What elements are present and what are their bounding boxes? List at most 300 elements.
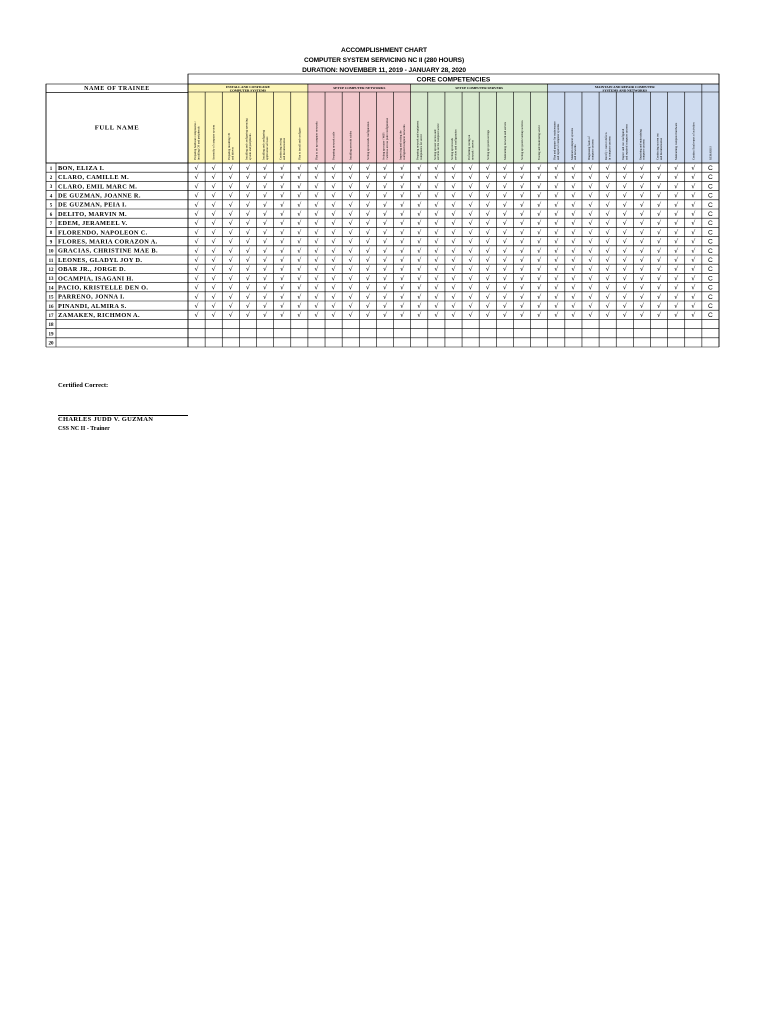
check-mark: √: [434, 228, 439, 237]
check-mark: √: [639, 164, 644, 172]
check-mark: √: [297, 311, 302, 320]
check-mark: √: [280, 292, 285, 301]
check-mark: √: [365, 302, 370, 310]
check-mark: √: [434, 283, 439, 292]
competency-column-header: Diagnosing faults ofcomputer systems: [586, 136, 595, 160]
check-mark: √: [314, 256, 319, 264]
check-mark: √: [297, 219, 302, 228]
check-mark: √: [228, 283, 233, 292]
check-mark: √: [194, 265, 199, 274]
check-mark: √: [382, 265, 388, 274]
check-mark: √: [245, 228, 250, 237]
check-mark: √: [502, 182, 507, 191]
check-mark: √: [400, 256, 405, 264]
core-competencies-label: CORE COMPETENCIES: [416, 76, 491, 84]
trainee-number: 16: [48, 304, 54, 310]
check-mark: √: [605, 283, 610, 292]
check-mark: √: [263, 182, 268, 191]
check-mark: √: [417, 182, 422, 191]
check-mark: √: [314, 246, 319, 255]
remark-mark: C: [708, 183, 713, 191]
check-mark: √: [228, 182, 233, 191]
check-mark: √: [382, 292, 388, 301]
check-mark: √: [691, 200, 696, 209]
check-mark: √: [691, 292, 696, 301]
check-mark: √: [571, 200, 576, 209]
check-mark: √: [691, 283, 696, 292]
check-mark: √: [451, 311, 456, 320]
competency-column-header: Preparing hardware components /installing OS and peripherals: [192, 121, 201, 160]
remark-mark: C: [708, 174, 713, 182]
check-mark: √: [280, 164, 285, 172]
check-mark: √: [280, 237, 285, 246]
check-mark: √: [622, 283, 627, 292]
check-mark: √: [571, 283, 576, 292]
check-mark: √: [382, 311, 388, 320]
check-mark: √: [280, 200, 285, 209]
check-mark: √: [502, 265, 507, 274]
check-mark: √: [211, 302, 216, 310]
check-mark: √: [263, 219, 268, 228]
check-mark: √: [400, 283, 405, 292]
check-mark: √: [331, 292, 336, 301]
check-mark: √: [348, 283, 353, 292]
check-mark: √: [365, 265, 370, 274]
remark-mark: C: [708, 247, 713, 255]
trainee-number: 12: [48, 268, 54, 273]
trainee-name: CLARO, EMIL MARC M.: [58, 183, 138, 191]
remark-mark: C: [708, 275, 713, 283]
check-mark: √: [554, 256, 559, 264]
check-mark: √: [588, 256, 593, 264]
check-mark: √: [417, 283, 422, 292]
check-mark: √: [331, 265, 336, 274]
competency-group-title: COMPUTER SYSTEMS: [229, 88, 267, 93]
competency-group-title: SYSTEMS AND NETWORKS: [602, 88, 648, 93]
check-mark: √: [485, 182, 490, 191]
check-mark: √: [228, 173, 233, 182]
trainee-name: FLORES, MARIA CORAZON A.: [58, 238, 158, 246]
check-mark: √: [365, 219, 370, 228]
check-mark: √: [485, 265, 490, 274]
check-mark: √: [554, 219, 559, 228]
check-mark: √: [211, 237, 216, 246]
check-mark: √: [348, 311, 353, 320]
check-mark: √: [639, 274, 644, 283]
check-mark: √: [674, 219, 679, 228]
trainee-name: PARRENO, JONNA I.: [58, 293, 125, 301]
check-mark: √: [297, 210, 302, 218]
trainee-number: 4: [49, 194, 53, 200]
check-mark: √: [502, 191, 507, 200]
check-mark: √: [485, 237, 490, 246]
check-mark: √: [451, 191, 456, 200]
check-mark: √: [280, 182, 285, 191]
check-mark: √: [519, 164, 525, 172]
check-mark: √: [280, 210, 285, 218]
check-mark: √: [245, 256, 250, 264]
trainee-number: 15: [48, 295, 54, 301]
remark-mark: C: [708, 284, 713, 292]
competency-column-header: Setting up networkservices and configuration: [449, 129, 458, 160]
check-mark: √: [554, 210, 559, 218]
check-mark: √: [263, 283, 268, 292]
check-mark: √: [639, 292, 644, 301]
check-mark: √: [537, 173, 542, 182]
check-mark: √: [348, 219, 353, 228]
check-mark: √: [263, 302, 268, 310]
competency-column-header: Inspecting and testing theconfigured computer networks: [398, 124, 406, 160]
check-mark: √: [382, 210, 388, 218]
check-mark: √: [674, 256, 679, 264]
check-mark: √: [194, 311, 199, 320]
competency-column-header: Setting up router / WiFi/ wireless access point configuration: [381, 117, 389, 160]
check-mark: √: [400, 200, 405, 209]
competency-column-header: Installing network cables: [348, 130, 353, 160]
check-mark: √: [519, 200, 525, 209]
check-mark: √: [571, 210, 576, 218]
check-mark: √: [228, 228, 233, 237]
check-mark: √: [348, 292, 353, 301]
check-mark: √: [194, 219, 199, 228]
check-mark: √: [194, 302, 199, 310]
check-mark: √: [588, 191, 593, 200]
trainee-number: 13: [48, 277, 54, 283]
check-mark: √: [639, 182, 644, 191]
check-mark: √: [245, 173, 250, 182]
check-mark: √: [691, 173, 696, 182]
check-mark: √: [245, 200, 250, 209]
check-mark: √: [382, 228, 388, 237]
check-mark: √: [691, 302, 696, 310]
check-mark: √: [605, 210, 610, 218]
check-mark: √: [468, 311, 473, 320]
check-mark: √: [639, 283, 644, 292]
check-mark: √: [194, 237, 199, 246]
check-mark: √: [622, 302, 627, 310]
check-mark: √: [502, 302, 507, 310]
check-mark: √: [468, 283, 473, 292]
check-mark: √: [485, 200, 490, 209]
trainee-name: PACIO, KRISTELLE DEN O.: [58, 284, 149, 292]
remark-mark: C: [708, 266, 713, 274]
check-mark: √: [537, 191, 542, 200]
competency-column-header: Assembly of computer system: [211, 124, 216, 160]
check-mark: √: [331, 210, 336, 218]
check-mark: √: [537, 210, 542, 218]
check-mark: √: [519, 274, 525, 283]
check-mark: √: [211, 182, 216, 191]
check-mark: √: [605, 219, 610, 228]
check-mark: √: [280, 191, 285, 200]
check-mark: √: [639, 237, 644, 246]
signatory-title: CSS NC II - Trainer: [58, 426, 110, 432]
check-mark: √: [194, 246, 199, 255]
check-mark: √: [434, 173, 439, 182]
check-mark: √: [451, 200, 456, 209]
check-mark: √: [382, 173, 388, 182]
check-mark: √: [348, 164, 353, 172]
check-mark: √: [657, 302, 662, 310]
check-mark: √: [434, 237, 439, 246]
check-mark: √: [537, 237, 542, 246]
check-mark: √: [263, 274, 268, 283]
check-mark: √: [519, 292, 525, 301]
check-mark: √: [502, 274, 507, 283]
check-mark: √: [314, 311, 319, 320]
check-mark: √: [519, 191, 525, 200]
check-mark: √: [691, 274, 696, 283]
check-mark: √: [502, 246, 507, 255]
check-mark: √: [434, 191, 439, 200]
check-mark: √: [314, 274, 319, 283]
check-mark: √: [451, 246, 456, 255]
trainee-name: GRACIAS, CHRISTINE MAE B.: [58, 247, 158, 255]
check-mark: √: [605, 274, 610, 283]
trainee-name: CLARO, CAMILLE M.: [58, 174, 130, 182]
check-mark: √: [434, 219, 439, 228]
check-mark: √: [622, 210, 627, 218]
check-mark: √: [297, 265, 302, 274]
check-mark: √: [639, 191, 644, 200]
check-mark: √: [588, 292, 593, 301]
check-mark: √: [588, 164, 593, 172]
check-mark: √: [211, 292, 216, 301]
check-mark: √: [605, 237, 610, 246]
competency-column-header: Rectify / correct defectsin computer systems: [604, 132, 612, 160]
check-mark: √: [622, 164, 627, 172]
competency-column-header: Plan to install and configure: [297, 127, 302, 160]
check-mark: √: [639, 302, 644, 310]
check-mark: √: [194, 228, 199, 237]
check-mark: √: [554, 265, 559, 274]
check-mark: √: [314, 292, 319, 301]
check-mark: √: [297, 237, 302, 246]
check-mark: √: [691, 228, 696, 237]
check-mark: √: [228, 274, 233, 283]
check-mark: √: [519, 237, 525, 246]
check-mark: √: [245, 164, 250, 172]
check-mark: √: [245, 237, 250, 246]
check-mark: √: [348, 210, 353, 218]
check-mark: √: [485, 210, 490, 218]
check-mark: √: [537, 265, 542, 274]
check-mark: √: [502, 200, 507, 209]
check-mark: √: [417, 256, 422, 264]
check-mark: √: [502, 173, 507, 182]
competency-column-header: Performing testing onnetwork / servers: [467, 134, 475, 160]
check-mark: √: [297, 256, 302, 264]
check-mark: √: [417, 219, 422, 228]
check-mark: √: [674, 191, 679, 200]
check-mark: √: [400, 292, 405, 301]
check-mark: √: [657, 256, 662, 264]
check-mark: √: [657, 283, 662, 292]
check-mark: √: [194, 200, 199, 209]
check-mark: √: [314, 164, 319, 172]
remark-mark: C: [708, 220, 713, 228]
check-mark: √: [605, 182, 610, 191]
check-mark: √: [554, 173, 559, 182]
check-mark: √: [245, 311, 250, 320]
check-mark: √: [417, 173, 422, 182]
competency-group-title: SETUP COMPUTER SERVERS: [455, 86, 504, 91]
check-mark: √: [211, 246, 216, 255]
check-mark: √: [434, 265, 439, 274]
trainee-name: DELITO, MARVIN M.: [58, 210, 127, 218]
check-mark: √: [639, 228, 644, 237]
check-mark: √: [691, 237, 696, 246]
check-mark: √: [348, 237, 353, 246]
check-mark: √: [622, 219, 627, 228]
trainee-name: LEONES, GLADYL JOY D.: [58, 256, 143, 264]
check-mark: √: [211, 283, 216, 292]
check-mark: √: [280, 302, 285, 310]
check-mark: √: [314, 283, 319, 292]
check-mark: √: [348, 191, 353, 200]
check-mark: √: [519, 283, 525, 292]
check-mark: √: [451, 283, 456, 292]
check-mark: √: [657, 237, 662, 246]
check-mark: √: [622, 237, 627, 246]
check-mark: √: [348, 256, 353, 264]
check-mark: √: [331, 219, 336, 228]
check-mark: √: [451, 182, 456, 191]
check-mark: √: [571, 182, 576, 191]
check-mark: √: [468, 191, 473, 200]
check-mark: √: [400, 219, 405, 228]
check-mark: √: [537, 256, 542, 264]
check-mark: √: [502, 237, 507, 246]
check-mark: √: [605, 292, 610, 301]
check-mark: √: [382, 182, 388, 191]
check-mark: √: [263, 200, 268, 209]
check-mark: √: [691, 182, 696, 191]
check-mark: √: [331, 182, 336, 191]
check-mark: √: [451, 237, 456, 246]
check-mark: √: [571, 219, 576, 228]
check-mark: √: [451, 256, 456, 264]
certified-correct-label: Certified Correct:: [58, 382, 109, 389]
remark-mark: C: [708, 211, 713, 218]
check-mark: √: [263, 311, 268, 320]
check-mark: √: [245, 302, 250, 310]
check-mark: √: [554, 311, 559, 320]
check-mark: √: [365, 182, 370, 191]
check-mark: √: [228, 191, 233, 200]
check-mark: √: [622, 191, 627, 200]
check-mark: √: [400, 191, 405, 200]
check-mark: √: [674, 228, 679, 237]
check-mark: √: [245, 191, 250, 200]
check-mark: √: [674, 200, 679, 209]
check-mark: √: [571, 164, 576, 172]
trainee-name: OCAMPIA, ISAGANI H.: [58, 275, 134, 283]
check-mark: √: [588, 228, 593, 237]
check-mark: √: [519, 219, 525, 228]
check-mark: √: [263, 191, 268, 200]
check-mark: √: [194, 173, 199, 182]
check-mark: √: [365, 164, 370, 172]
full-name-label: FULL NAME: [94, 124, 140, 132]
check-mark: √: [451, 173, 456, 182]
check-mark: √: [314, 265, 319, 274]
competency-column-header: Preparing installing OSand drivers: [227, 132, 235, 160]
check-mark: √: [314, 219, 319, 228]
signatory-name: CHARLES JUDD V. GUZMAN: [58, 416, 154, 423]
check-mark: √: [588, 311, 593, 320]
check-mark: √: [657, 219, 662, 228]
check-mark: √: [194, 292, 199, 301]
check-mark: √: [674, 283, 679, 292]
check-mark: √: [657, 191, 662, 200]
check-mark: √: [331, 200, 336, 209]
remark-mark: C: [708, 293, 713, 301]
remark-mark: C: [708, 229, 713, 237]
trainee-number: 1: [49, 166, 53, 172]
check-mark: √: [382, 246, 388, 255]
check-mark: √: [400, 173, 405, 182]
check-mark: √: [365, 210, 370, 218]
check-mark: √: [451, 274, 456, 283]
check-mark: √: [502, 164, 507, 172]
trainee-name: BON, ELIZA I.: [58, 164, 105, 172]
check-mark: √: [537, 311, 542, 320]
check-mark: √: [622, 311, 627, 320]
check-mark: √: [485, 228, 490, 237]
check-mark: √: [297, 228, 302, 237]
check-mark: √: [571, 237, 576, 246]
remark-mark: C: [708, 238, 713, 246]
check-mark: √: [519, 311, 525, 320]
trainee-number: 5: [49, 203, 53, 209]
check-mark: √: [571, 265, 576, 274]
trainee-number: 20: [48, 341, 54, 347]
check-mark: √: [228, 246, 233, 255]
check-mark: √: [194, 164, 199, 172]
check-mark: √: [194, 191, 199, 200]
check-mark: √: [588, 274, 593, 283]
check-mark: √: [228, 302, 233, 310]
check-mark: √: [554, 164, 559, 172]
trainee-name: OBAR JR., JORGE D.: [58, 266, 126, 274]
check-mark: √: [554, 228, 559, 237]
check-mark: √: [417, 311, 422, 320]
trainee-number: 6: [49, 212, 53, 218]
check-mark: √: [211, 256, 216, 264]
check-mark: √: [605, 265, 610, 274]
check-mark: √: [588, 265, 593, 274]
check-mark: √: [657, 265, 662, 274]
check-mark: √: [502, 256, 507, 264]
check-mark: √: [400, 311, 405, 320]
check-mark: √: [502, 283, 507, 292]
check-mark: √: [365, 173, 370, 182]
competency-column-header: Maintain computer systemsand networks: [569, 128, 578, 160]
check-mark: √: [451, 228, 456, 237]
check-mark: √: [605, 173, 610, 182]
check-mark: √: [434, 311, 439, 320]
check-mark: √: [691, 164, 696, 172]
check-mark: √: [502, 228, 507, 237]
check-mark: √: [280, 265, 285, 274]
check-mark: √: [519, 210, 525, 218]
check-mark: √: [211, 219, 216, 228]
check-mark: √: [365, 191, 370, 200]
trainee-name: PINANDI, ALMIRA S.: [58, 302, 127, 310]
check-mark: √: [605, 228, 610, 237]
check-mark: √: [245, 283, 250, 292]
